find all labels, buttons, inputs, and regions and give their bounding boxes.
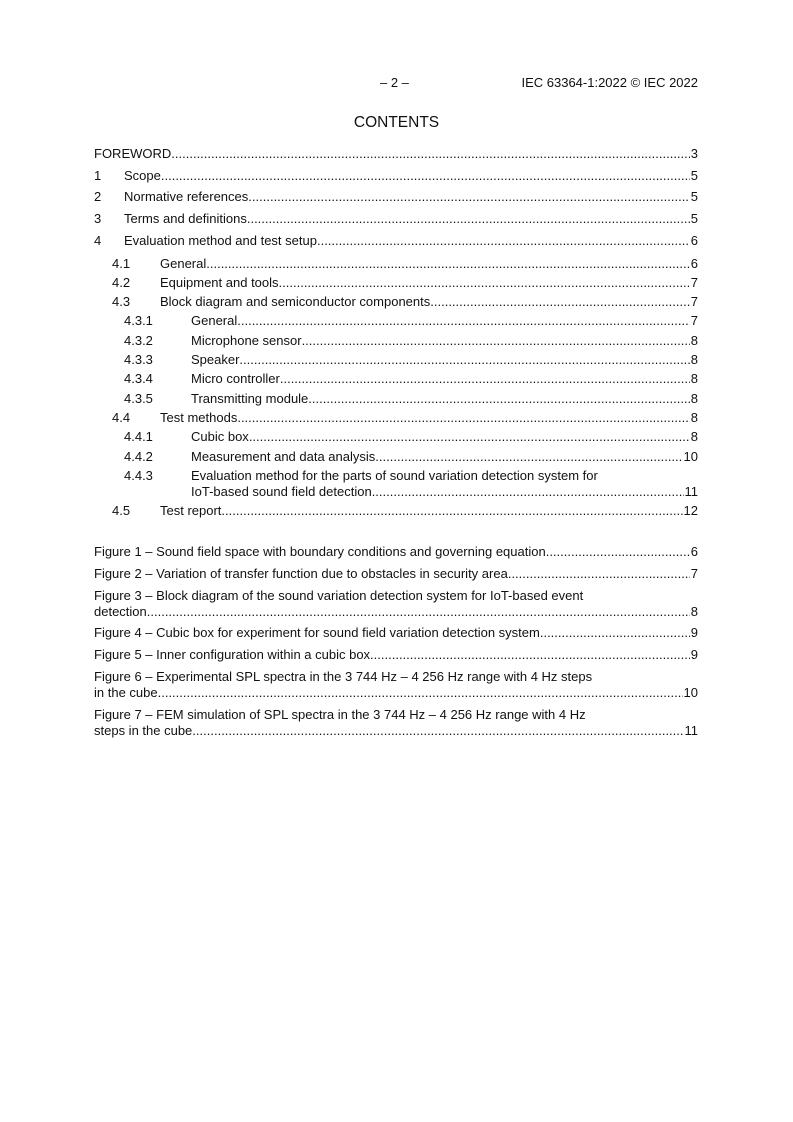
figure-label-continued: detection: [94, 603, 147, 619]
dot-leader: [280, 371, 690, 387]
toc-section-number: 4.3: [112, 294, 131, 309]
toc-entry-4-1-general[interactable]: [94, 256, 698, 272]
figure-entry-6[interactable]: [94, 669, 698, 700]
toc-label: Transmitting module: [191, 391, 309, 406]
toc-entry-terms-and-definitions[interactable]: [94, 211, 698, 227]
dot-leader: [370, 647, 690, 663]
toc-page-number: 9: [690, 625, 698, 640]
figure-entry-3[interactable]: [94, 588, 698, 619]
page-number: – 2 –: [380, 75, 409, 90]
dot-leader: [279, 275, 690, 291]
toc-page-number: 7: [690, 313, 698, 328]
dot-leader: [430, 294, 690, 310]
dot-leader: [372, 484, 684, 500]
figure-entry-1[interactable]: [94, 544, 698, 560]
toc-entry-4-4-1-cubic-box[interactable]: [94, 429, 698, 445]
toc-label: General: [160, 256, 207, 271]
figure-label: Figure 2 – Variation of transfer function due to obstacles in security area: [94, 566, 508, 581]
toc-section-number: 4.3.3: [124, 352, 153, 367]
toc-label: Cubic box: [191, 429, 249, 444]
dot-leader: [239, 352, 689, 368]
toc-page-number: 6: [690, 544, 698, 559]
dot-leader: [237, 313, 690, 329]
figure-label: Figure 1 – Sound field space with boundary conditions and governing equation: [94, 544, 546, 559]
toc-section-number: 2: [94, 189, 102, 204]
toc-section-number: 4.3.1: [124, 313, 153, 328]
toc-section-number: 4.2: [112, 275, 131, 290]
toc-page-number: 6: [690, 233, 698, 248]
toc-page-number: 3: [690, 146, 698, 161]
dot-leader: [192, 723, 683, 739]
toc-entry-4-3-4-micro-controller[interactable]: [94, 371, 698, 387]
toc-page-number: 8: [690, 410, 698, 425]
figure-entry-7[interactable]: [94, 707, 698, 738]
toc-page-number: 6: [690, 256, 698, 271]
figure-label: Figure 7 – FEM simulation of SPL spectra in the 3 744 Hz – 4 256 Hz range with 4 Hz: [94, 707, 586, 722]
toc-section-number: 4.4: [112, 410, 131, 425]
dot-leader: [221, 503, 682, 519]
dot-leader: [161, 168, 690, 184]
dot-leader: [158, 685, 683, 701]
toc-section-number: 4.3.4: [124, 371, 153, 386]
figure-label: Figure 3 – Block diagram of the sound variation detection system for IoT-based event: [94, 588, 584, 603]
dot-leader: [147, 604, 690, 620]
dot-leader: [302, 333, 690, 349]
toc-label: Measurement and data analysis: [191, 449, 376, 464]
dot-leader: [308, 391, 689, 407]
toc-section-number: 4: [94, 233, 102, 248]
toc-label: General: [191, 313, 238, 328]
toc-page-number: 8: [690, 333, 698, 348]
dot-leader: [247, 211, 690, 227]
toc-entry-4-3-5-transmitting[interactable]: [94, 391, 698, 407]
toc-entry-4-3-2-microphone[interactable]: [94, 333, 698, 349]
toc-label: Equipment and tools: [160, 275, 279, 290]
toc-entry-evaluation-method[interactable]: [94, 233, 698, 249]
toc-label: Micro controller: [191, 371, 280, 386]
toc-label: FOREWORD: [94, 146, 172, 161]
toc-page-number: 10: [683, 449, 698, 464]
toc-entry-foreword[interactable]: [94, 146, 698, 162]
dot-leader: [248, 189, 689, 205]
toc-page-number: 7: [690, 275, 698, 290]
toc-entry-4-4-3-evaluation[interactable]: [94, 468, 698, 499]
contents-title: CONTENTS: [353, 114, 440, 131]
dot-leader: [508, 566, 690, 582]
figure-entry-2[interactable]: [94, 566, 698, 582]
figure-label-continued: in the cube: [94, 684, 158, 700]
page-header: [0, 75, 793, 93]
toc-page-number: 11: [684, 722, 698, 738]
toc-entry-4-4-2-measurement[interactable]: [94, 449, 698, 465]
toc-section-number: 4.5: [112, 503, 131, 518]
toc-page-number: 12: [683, 503, 698, 518]
dot-leader: [375, 449, 682, 465]
toc-label: Terms and definitions: [124, 211, 247, 226]
toc-section-number: 4.4.2: [124, 449, 153, 464]
figure-label-continued: steps in the cube: [94, 722, 193, 738]
dot-leader: [249, 429, 690, 445]
toc-label: Normative references: [124, 189, 249, 204]
figure-label: Figure 5 – Inner configuration within a cubic box: [94, 647, 371, 662]
toc-page-number: 10: [683, 684, 698, 700]
figure-entry-5[interactable]: [94, 647, 698, 663]
toc-entry-4-2-equipment[interactable]: [94, 275, 698, 291]
toc-page-number: 11: [684, 483, 698, 499]
dot-leader: [237, 410, 689, 426]
toc-label: Speaker: [191, 352, 240, 367]
toc-label: Evaluation method and test setup: [124, 233, 317, 248]
toc-label: Evaluation method for the parts of sound variation detection system for: [191, 468, 598, 483]
toc-page-number: 8: [690, 429, 698, 444]
dot-leader: [171, 146, 689, 162]
toc-section-number: 4.1: [112, 256, 131, 271]
figure-entry-4[interactable]: [94, 625, 698, 641]
dot-leader: [546, 544, 690, 560]
toc-entry-4-3-1-general[interactable]: [94, 313, 698, 329]
toc-page-number: 9: [690, 647, 698, 662]
figure-label: Figure 4 – Cubic box for experiment for sound field variation detection system: [94, 625, 540, 640]
toc-page-number: 8: [690, 603, 698, 619]
dot-leader: [206, 256, 690, 272]
toc-entry-scope[interactable]: [94, 168, 698, 184]
toc-label: Microphone sensor: [191, 333, 302, 348]
document-reference: IEC 63364-1:2022 © IEC 2022: [521, 75, 698, 90]
toc-entry-normative-references[interactable]: [94, 189, 698, 205]
toc-entry-4-4-test-methods[interactable]: [94, 410, 698, 426]
toc-page-number: 8: [690, 391, 698, 406]
toc-entry-4-3-3-speaker[interactable]: [94, 352, 698, 368]
toc-section-number: 4.4.3: [124, 468, 153, 483]
toc-page-number: 7: [690, 294, 698, 309]
toc-section-number: 4.4.1: [124, 429, 153, 444]
toc-page-number: 7: [690, 566, 698, 581]
toc-page-number: 8: [690, 371, 698, 386]
toc-section-number: 1: [94, 168, 102, 183]
toc-section-number: 4.3.5: [124, 391, 153, 406]
toc-page-number: 5: [690, 189, 698, 204]
toc-label: Test methods: [160, 410, 238, 425]
toc-entry-4-5-test-report[interactable]: [94, 503, 698, 519]
toc-page-number: 5: [690, 211, 698, 226]
dot-leader: [540, 625, 690, 641]
toc-label: Scope: [124, 168, 161, 183]
dot-leader: [317, 233, 690, 249]
toc-label: Test report: [160, 503, 222, 518]
toc-page-number: 5: [690, 168, 698, 183]
figure-label: Figure 6 – Experimental SPL spectra in the 3 744 Hz – 4 256 Hz range with 4 Hz steps: [94, 669, 593, 684]
toc-label: Block diagram and semiconductor components: [160, 294, 431, 309]
toc-section-number: 4.3.2: [124, 333, 153, 348]
toc-entry-4-3-block-diagram[interactable]: [94, 294, 698, 310]
toc-section-number: 3: [94, 211, 102, 226]
toc-label-continued: IoT-based sound field detection: [191, 483, 372, 499]
toc-page-number: 8: [690, 352, 698, 367]
